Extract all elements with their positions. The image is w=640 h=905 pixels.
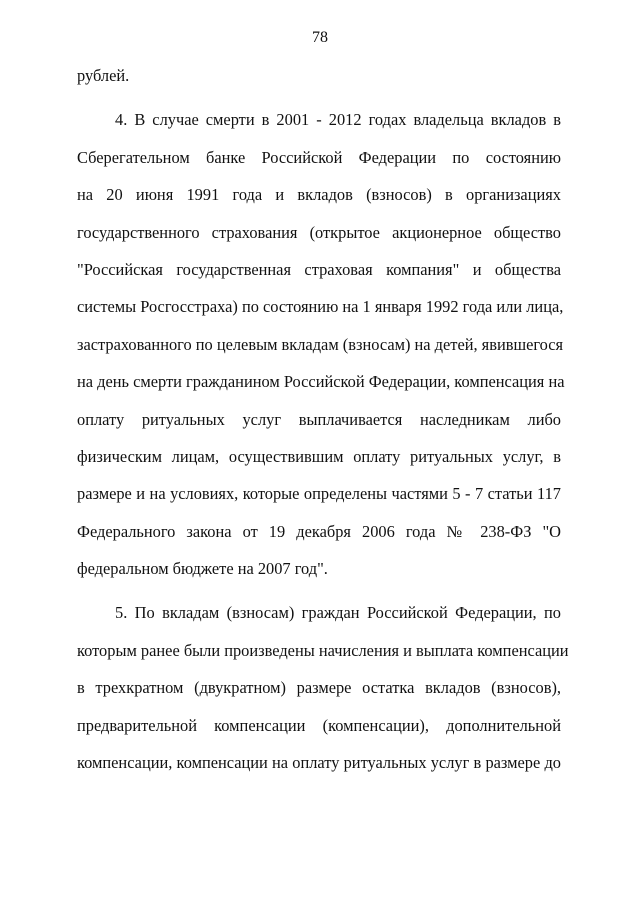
paragraph-5 [77,599,569,786]
text-line: физическим лицам, осуществившим оплату ритуальных услуг, в [77,446,561,466]
text-line: Федерального закона от 19 декабря 2006 года № 238-ФЗ "О [77,521,561,541]
text-line: компенсации, компенсации на оплату ритуальных услуг в размере до [77,753,561,773]
page-number: 78 [312,29,328,46]
text-line: в трехкратном (двукратном) размере остатка вкладов (взносов), [77,678,561,698]
text-line: застрахованного по целевым вкладам (взносам) на детей, явившегося [77,334,564,354]
paragraph-gap [77,592,561,599]
text-line: предварительной компенсации (компенсации), дополнительной [77,715,561,735]
text-line: на 20 июня 1991 года и вкладов (взносов) в организациях [77,185,561,205]
text-line: оплату ритуальных услуг выплачивается наследникам либо [77,409,561,429]
text-line: 5. По вкладам (взносам) граждан Российской Федерации, по [115,603,561,623]
text-line: "Российская государственная страховая компания" и общества [77,259,561,279]
text-line: Сберегательном банке Российской Федерации по состоянию [77,147,561,167]
paragraph-4 [77,106,565,592]
text-line: государственного страхования (открытое акционерное общество [77,222,561,242]
text-line: системы Росгосстраха) по состоянию на 1 января 1992 года или лица, [77,297,564,317]
paragraph-gap [77,99,561,106]
text-line: рублей. [77,66,130,85]
text-line: федеральном бюджете на 2007 год". [77,559,328,579]
body-text [77,62,569,786]
text-line: 4. В случае смерти в 2001 - 2012 годах владельца вкладов в [115,110,561,130]
text-line: на день смерти гражданином Российской Федерации, компенсация на [77,372,565,392]
text-line: которым ранее были произведены начисления и выплата компенсации [77,640,569,660]
text-line: размере и на условиях, которые определены частями 5 - 7 статьи 117 [77,484,561,504]
